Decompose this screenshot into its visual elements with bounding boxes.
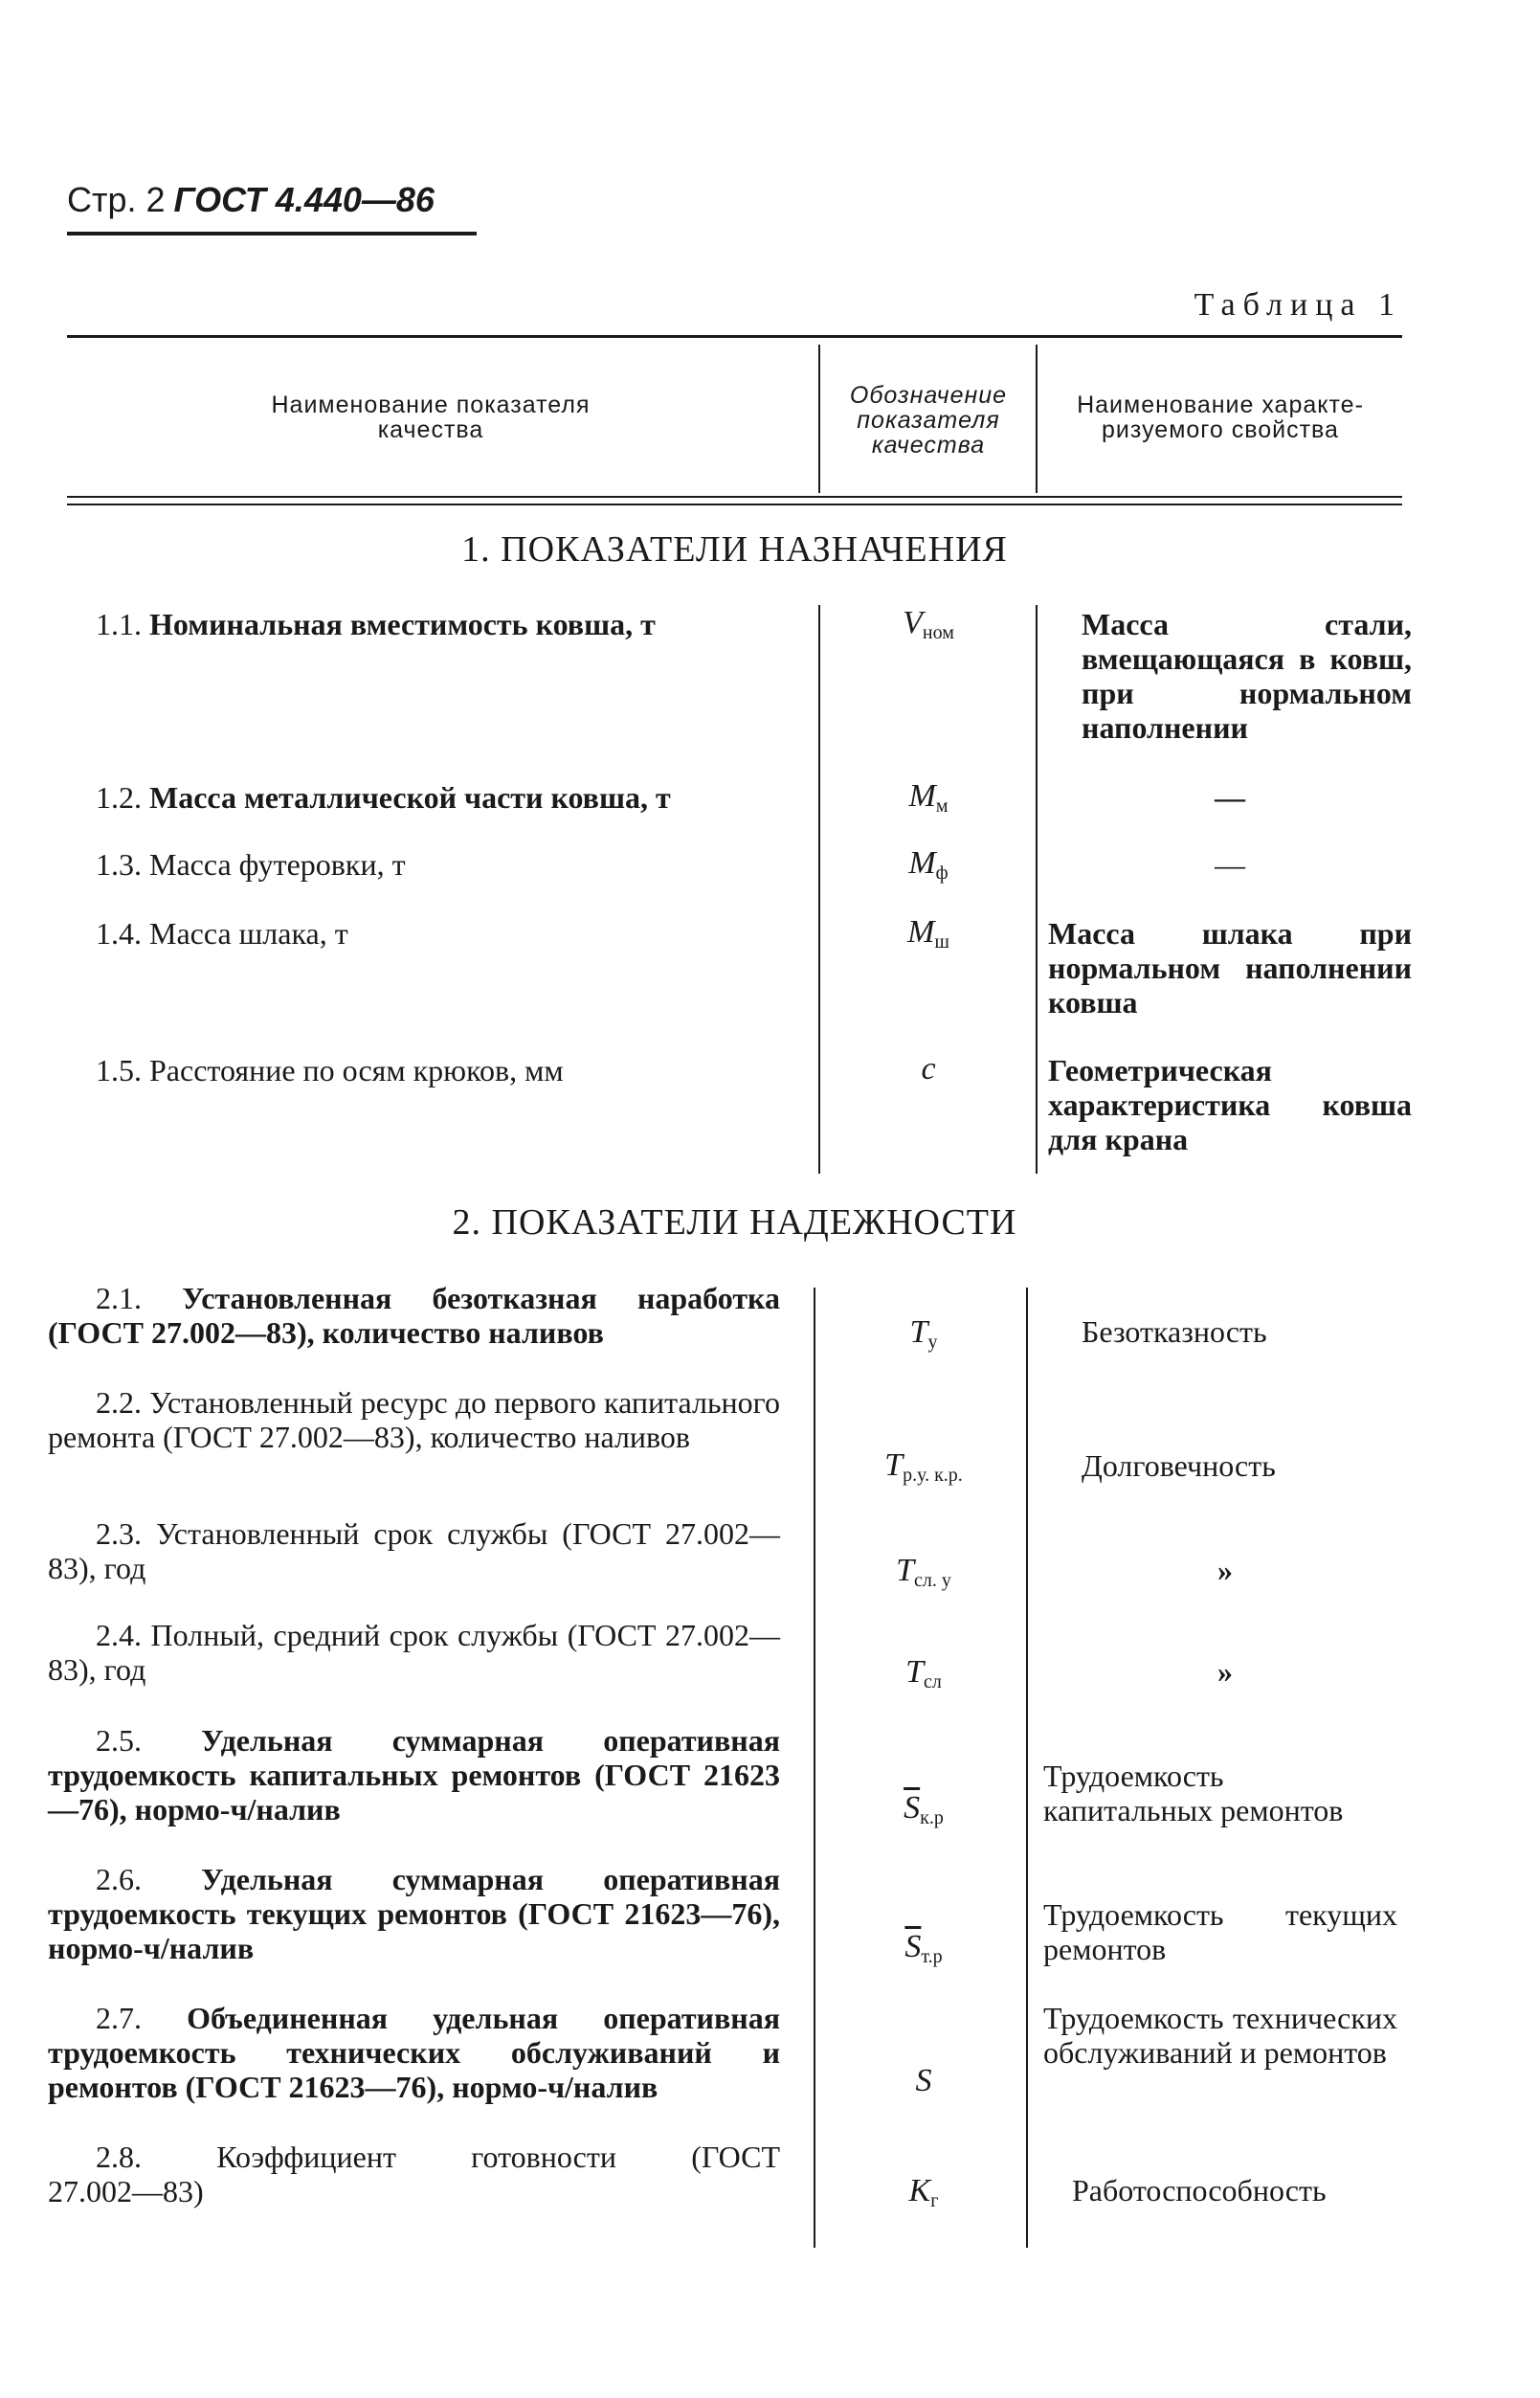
indicator-symbol: $M_ш$ (907, 914, 949, 952)
indicator-name: 2.5. Удельная суммарная оперативная трудоемкость капитальных ремонтов (ГОСТ 21623—76), нормо-ч/налив (48, 1723, 781, 1827)
column-separator-2 (1036, 605, 1038, 1174)
indicator-symbol: $T_{р.у. к.р.}$ (884, 1447, 963, 1486)
indicator-symbol: $T_{сл}$ (905, 1654, 942, 1692)
indicator-name: 2.6. Удельная суммарная оперативная трудоемкость текущих ремонтов (ГОСТ 21623—76), нормо-ч/налив (48, 1862, 781, 1965)
property-text: Масса стали, вмещающаяся в ковш, при нормальном наполнении (1082, 607, 1412, 745)
indicator-symbol: $K_г$ (908, 2173, 939, 2211)
indicator-name: 1.2. Масса металлической части ковша, т (96, 780, 671, 815)
page-header (67, 180, 435, 220)
indicator-name: 2.2. Установленный ресурс до первого капитального ремонта (ГОСТ 27.002—83), количество наливов (48, 1385, 781, 1454)
property-text: — (1215, 847, 1245, 882)
header-separator-1 (818, 345, 820, 493)
indicator-symbol: $V_{ном}$ (903, 605, 954, 643)
indicator-symbol: c (921, 1051, 936, 1087)
property-text: Трудоемкость капитальных ремонтов (1043, 1759, 1344, 1827)
indicator-name: 2.4. Полный, средний срок службы (ГОСТ 27.002—83), год (48, 1618, 781, 1687)
header-underline (67, 232, 477, 235)
property-text: » (1217, 1553, 1233, 1587)
indicator-name: 1.4. Масса шлака, т (96, 916, 348, 951)
indicator-symbol: $\overline{S}_{к.р}$ (904, 1790, 944, 1828)
column-separator-1 (818, 605, 820, 1174)
indicator-name: 2.7. Объединенная удельная оперативная трудоемкость технических обслуживаний и ремонтов (ГОСТ 21623—76), нормо-ч/налив (48, 2001, 781, 2104)
property-text: Безотказность (1082, 1314, 1267, 1349)
indicator-name: 2.8. Коэффициент готовности (ГОСТ 27.002—83) (48, 2140, 781, 2208)
indicator-symbol: $M_ф$ (908, 845, 949, 884)
indicator-symbol: S (915, 2063, 932, 2098)
header-bottom-rule (67, 496, 1402, 498)
section-title: 1. ПОКАЗАТЕЛИ НАЗНАЧЕНИЯ (461, 529, 1008, 570)
property-text: Работоспособность (1072, 2173, 1327, 2208)
column-separator-1 (814, 1288, 815, 2248)
page-number-label: Стр. 2 (67, 180, 166, 219)
property-text: — (1215, 780, 1245, 815)
indicator-symbol: $\overline{S}_{т.р}$ (904, 1929, 943, 1967)
section-title: 2. ПОКАЗАТЕЛИ НАДЕЖНОСТИ (452, 1202, 1017, 1243)
property-text: Масса шлака при нормальном наполнении ковша (1048, 916, 1412, 1020)
header-separator-2 (1036, 345, 1038, 493)
property-text: Трудоемкость технических обслуживаний и ремонтов (1043, 2001, 1397, 2070)
indicator-name: 1.5. Расстояние по осям крюков, мм (96, 1053, 564, 1087)
property-text: Трудоемкость текущих ремонтов (1043, 1897, 1397, 1966)
property-text: Геометрическая характеристика ковша для крана (1048, 1053, 1412, 1156)
column-header-name: Наименование показателя качества (271, 392, 591, 443)
indicator-name: 1.1. Номинальная вместимость ковша, т (96, 607, 656, 641)
column-header-property: Наименование характе-ризуемого свойства (1077, 392, 1364, 443)
indicator-name: 1.3. Масса футеровки, т (96, 847, 406, 882)
column-header-designation: Обозначение показателя качества (849, 382, 1008, 459)
table-top-rule (67, 335, 1402, 338)
indicator-symbol: $T_{сл. у}$ (896, 1553, 951, 1591)
table-label: Таблица 1 (1194, 287, 1402, 323)
standard-code: ГОСТ 4.440—86 (173, 180, 435, 219)
property-text: Долговечность (1082, 1448, 1276, 1483)
indicator-symbol: $T_у$ (909, 1314, 938, 1353)
header-bottom-rule-2 (67, 504, 1402, 505)
column-separator-2 (1026, 1288, 1028, 2248)
indicator-name: 2.3. Установленный срок службы (ГОСТ 27.002—83), год (48, 1516, 781, 1585)
indicator-name: 2.1. Установленная безотказная наработка (ГОСТ 27.002—83), количество наливов (48, 1281, 781, 1350)
indicator-symbol: $M_м$ (908, 778, 949, 817)
property-text: » (1217, 1654, 1233, 1689)
